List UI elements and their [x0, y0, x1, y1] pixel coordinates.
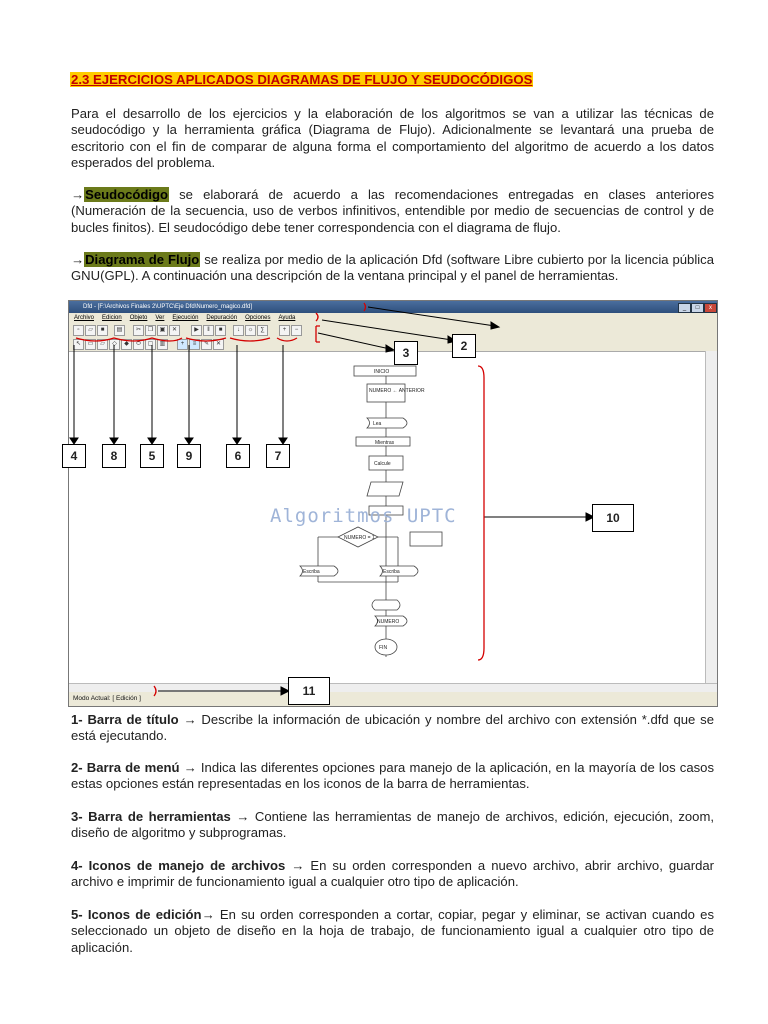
- minimize-icon[interactable]: _: [678, 303, 691, 313]
- callout-5: 5: [140, 444, 164, 468]
- cursor-icon[interactable]: ↖: [73, 339, 84, 350]
- stop-icon[interactable]: ■: [215, 325, 226, 336]
- debug-icon[interactable]: ☼: [245, 325, 256, 336]
- new-file-icon[interactable]: ▫: [73, 325, 84, 336]
- new-subprogram-icon[interactable]: +: [177, 339, 188, 350]
- process-label: Calcule: [374, 461, 391, 467]
- menu-ejecucion[interactable]: Ejecución: [172, 315, 199, 321]
- for-shape-icon[interactable]: ▢: [145, 339, 156, 350]
- maximize-icon[interactable]: □: [691, 303, 704, 313]
- callout-10: 10: [592, 504, 634, 532]
- loop-shape-icon[interactable]: ⬭: [133, 339, 144, 350]
- callout-8: 8: [102, 444, 126, 468]
- assign-label: NUMERO ← ANTERIOR: [369, 388, 425, 394]
- write-shape-icon[interactable]: ◇: [109, 339, 120, 350]
- save-file-icon[interactable]: ■: [97, 325, 108, 336]
- window-title: Dfd - [F:\Archivos Finales 2\UPTC\Eje Dfd\Numero_magico.dfd]: [83, 304, 253, 310]
- menu-depuracion[interactable]: Depuración: [206, 315, 238, 321]
- close-icon[interactable]: x: [704, 303, 717, 313]
- callout-7: 7: [266, 444, 290, 468]
- diagram-text: se realiza por medio de la aplicación Dfd (software Libre cubierto por la licencia pública GNU(GPL). A continuación una descripción de la ventana principal y el panel de herramientas.: [71, 252, 714, 284]
- menu-opciones[interactable]: Opciones: [245, 315, 271, 321]
- print-icon[interactable]: ▤: [114, 325, 125, 336]
- subprogram-list-icon[interactable]: ≡: [189, 339, 200, 350]
- step-icon[interactable]: ↓: [233, 325, 244, 336]
- item-2-term: 2- Barra de menú: [71, 760, 180, 775]
- menu-edicion[interactable]: Edicion: [102, 315, 122, 321]
- item-4: [71, 858, 714, 891]
- arrow-icon: →: [71, 187, 85, 202]
- paste-icon[interactable]: ▣: [157, 325, 168, 336]
- read-label: Lea: [373, 421, 382, 427]
- item-1-text: → Describe la información de ubicación y nombre del archivo con extensión *.dfd que se está ejecutando.: [71, 712, 714, 744]
- decision-label: NUMERO = 1: [344, 535, 375, 541]
- menu-ver[interactable]: Ver: [155, 315, 165, 321]
- assign-shape-icon[interactable]: ▭: [85, 339, 96, 350]
- out2-label: Escriba: [383, 569, 400, 575]
- arrow-icon: →: [71, 252, 85, 267]
- item-5: [71, 907, 714, 956]
- callout-6: 6: [226, 444, 250, 468]
- item-1-term: 1- Barra de título: [71, 712, 179, 727]
- pseudocode-term: Seudocódigo: [85, 187, 169, 202]
- eval-icon[interactable]: ∑: [257, 325, 268, 336]
- callout-4: 4: [62, 444, 86, 468]
- section-heading: 2.3 EJERCICIOS APLICADOS DIAGRAMAS DE FLUJO Y SEUDOCÓDIGOS: [71, 72, 533, 87]
- read-shape-icon[interactable]: ▱: [97, 339, 108, 350]
- item-2-text: → Indica las diferentes opciones para manejo de la aplicación, en la mayoría de los casos estas opciones están representadas en los iconos de la barra de herramientas.: [71, 760, 714, 792]
- zoom-out-icon[interactable]: −: [291, 325, 302, 336]
- item-3-term: 3- Barra de herramientas: [71, 809, 231, 824]
- callout-11: 11: [288, 677, 330, 705]
- pseudocode-text: se elaborará de acuerdo a las recomendaciones entregadas en clases anteriores (Numeración de la secuencia, uso de verbos infinitivos, entendible por medio de secuencias de control y de bucles finitos). El seudocódigo debe tener correspondencia con el diagrama de flujo.: [71, 187, 714, 235]
- run-icon[interactable]: ▶: [191, 325, 202, 336]
- menu-objeto[interactable]: Objeto: [129, 315, 148, 321]
- out1-label: Escriba: [303, 569, 320, 575]
- callout-9: 9: [177, 444, 201, 468]
- callout-2: 2: [452, 334, 476, 358]
- callout-3: 3: [394, 341, 418, 365]
- decision-shape-icon[interactable]: ◆: [121, 339, 132, 350]
- loop-label: Mientras: [375, 440, 395, 446]
- edit-subprogram-icon[interactable]: ✎: [201, 339, 212, 350]
- delete-icon[interactable]: ✕: [169, 325, 180, 336]
- item-5-term: 5- Iconos de edición: [71, 907, 202, 922]
- item-1: [71, 712, 714, 745]
- cut-icon[interactable]: ✂: [133, 325, 144, 336]
- subprogram-shape-icon[interactable]: ▥: [157, 339, 168, 350]
- start-label: INICIO: [374, 369, 390, 375]
- end-label: FIN: [379, 645, 388, 651]
- item-4-term: 4- Iconos de manejo de archivos: [71, 858, 286, 873]
- status-text: Modo Actual: [ Edición ]: [73, 695, 141, 702]
- pause-icon[interactable]: ‖: [203, 325, 214, 336]
- item-3: [71, 809, 714, 842]
- zoom-in-icon[interactable]: +: [279, 325, 290, 336]
- copy-icon[interactable]: ❐: [145, 325, 156, 336]
- open-file-icon[interactable]: ▱: [85, 325, 96, 336]
- menu-ayuda[interactable]: Ayuda: [278, 315, 296, 321]
- delete-subprogram-icon[interactable]: ✕: [213, 339, 224, 350]
- item-3-text: → Contiene las herramientas de manejo de archivos, edición, ejecución, zoom, diseño de algoritmo y subprogramas.: [71, 809, 714, 841]
- watermark: Algoritmos UPTC: [270, 505, 457, 527]
- diagram-term: Diagrama de Flujo: [85, 252, 200, 267]
- out3-label: NUMERO: [377, 619, 400, 625]
- menu-archivo[interactable]: Archivo: [74, 315, 95, 321]
- intro-paragraph: Para el desarrollo de los ejercicios y la elaboración de los algoritmos se van a utilizar las técnicas de seudocódigo y la herramienta gráfica (Diagrama de Flujo). Adicionalmente se levantará una prueba de escritorio con el fin de comparar de alguna forma el comportamiento del algoritmo de acuerdo a los datos esperados del problema.: [71, 106, 714, 170]
- item-5-text: → En su orden corresponden a cortar, copiar, pegar y eliminar, se activan cuando es seleccionado un objeto de diseño en la hoja de trabajo, de funcionamiento igual a cualquier otro tipo de aplicación.: [71, 907, 714, 955]
- item-4-text: → En su orden corresponden a nuevo archivo, abrir archivo, guardar archivo e imprimir de funcionamiento igual a cualquier otro tipo de aplicación.: [71, 858, 714, 890]
- item-2: [71, 760, 714, 793]
